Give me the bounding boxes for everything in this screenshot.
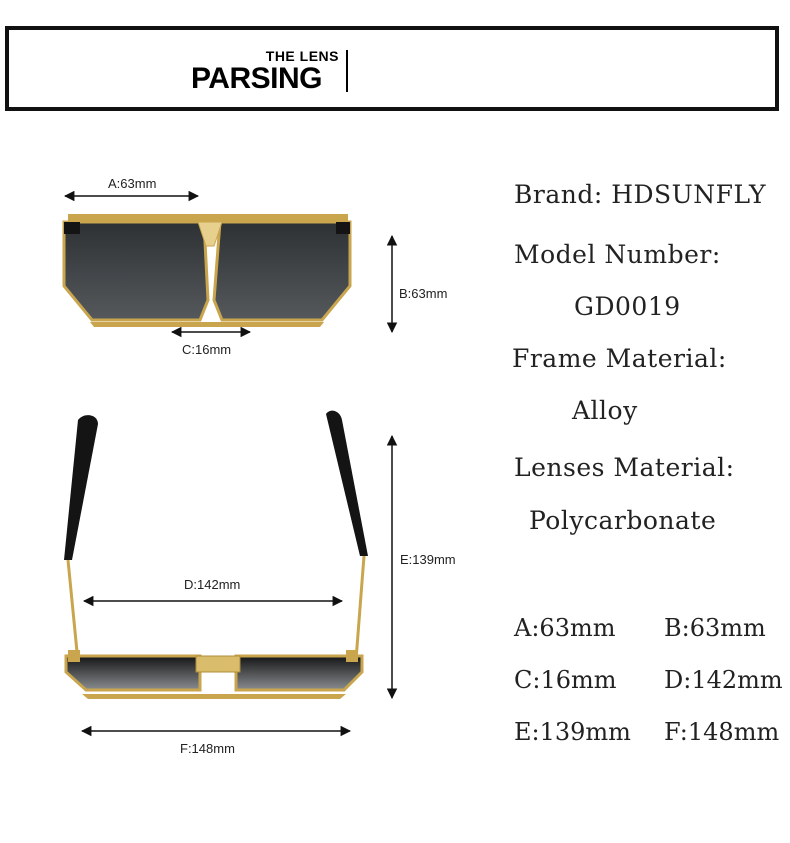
front-lens-left	[64, 222, 208, 320]
top-view	[64, 411, 368, 699]
grid-f: F:148mm	[664, 718, 780, 746]
top-bridge	[196, 656, 240, 672]
label-c: C:16mm	[182, 342, 232, 357]
top-temple-right-tip	[326, 411, 368, 556]
top-bottom-bar	[82, 694, 346, 699]
label-e: E:139mm	[400, 552, 456, 567]
logo-wordmark: PARSING	[191, 62, 322, 95]
top-temple-left-tip	[64, 415, 98, 560]
grid-c: C:16mm	[514, 666, 617, 694]
spec-lens-label: Lenses Material:	[514, 453, 735, 482]
grid-d: D:142mm	[664, 666, 783, 694]
top-temple-left-wire	[68, 560, 78, 662]
spec-brand: Brand: HDSUNFLY	[514, 180, 766, 209]
grid-a: A:63mm	[514, 614, 616, 642]
front-lens-right	[214, 222, 350, 320]
front-bottom-bar	[90, 322, 324, 327]
grid-b: B:63mm	[664, 614, 766, 642]
label-a: A:63mm	[108, 176, 157, 191]
top-temple-right-wire	[356, 556, 364, 660]
top-corner-left	[68, 650, 80, 662]
top-lens-left	[66, 656, 200, 690]
front-view	[64, 214, 350, 327]
top-corner-right	[346, 650, 358, 662]
logo-tagline: THE LENS	[265, 48, 339, 64]
front-corner-left	[64, 222, 80, 234]
spec-lens-value: Polycarbonate	[529, 506, 717, 535]
label-b: B:63mm	[399, 286, 448, 301]
top-lens-right	[236, 656, 362, 690]
spec-frame-label: Frame Material:	[512, 344, 727, 373]
label-f: F:148mm	[180, 741, 235, 756]
spec-model-value: GD0019	[574, 292, 681, 321]
grid-e: E:139mm	[514, 718, 631, 746]
label-d: D:142mm	[184, 577, 241, 592]
front-corner-right	[336, 222, 350, 234]
spec-frame-value: Alloy	[572, 396, 638, 425]
spec-model-label: Model Number:	[514, 240, 721, 269]
